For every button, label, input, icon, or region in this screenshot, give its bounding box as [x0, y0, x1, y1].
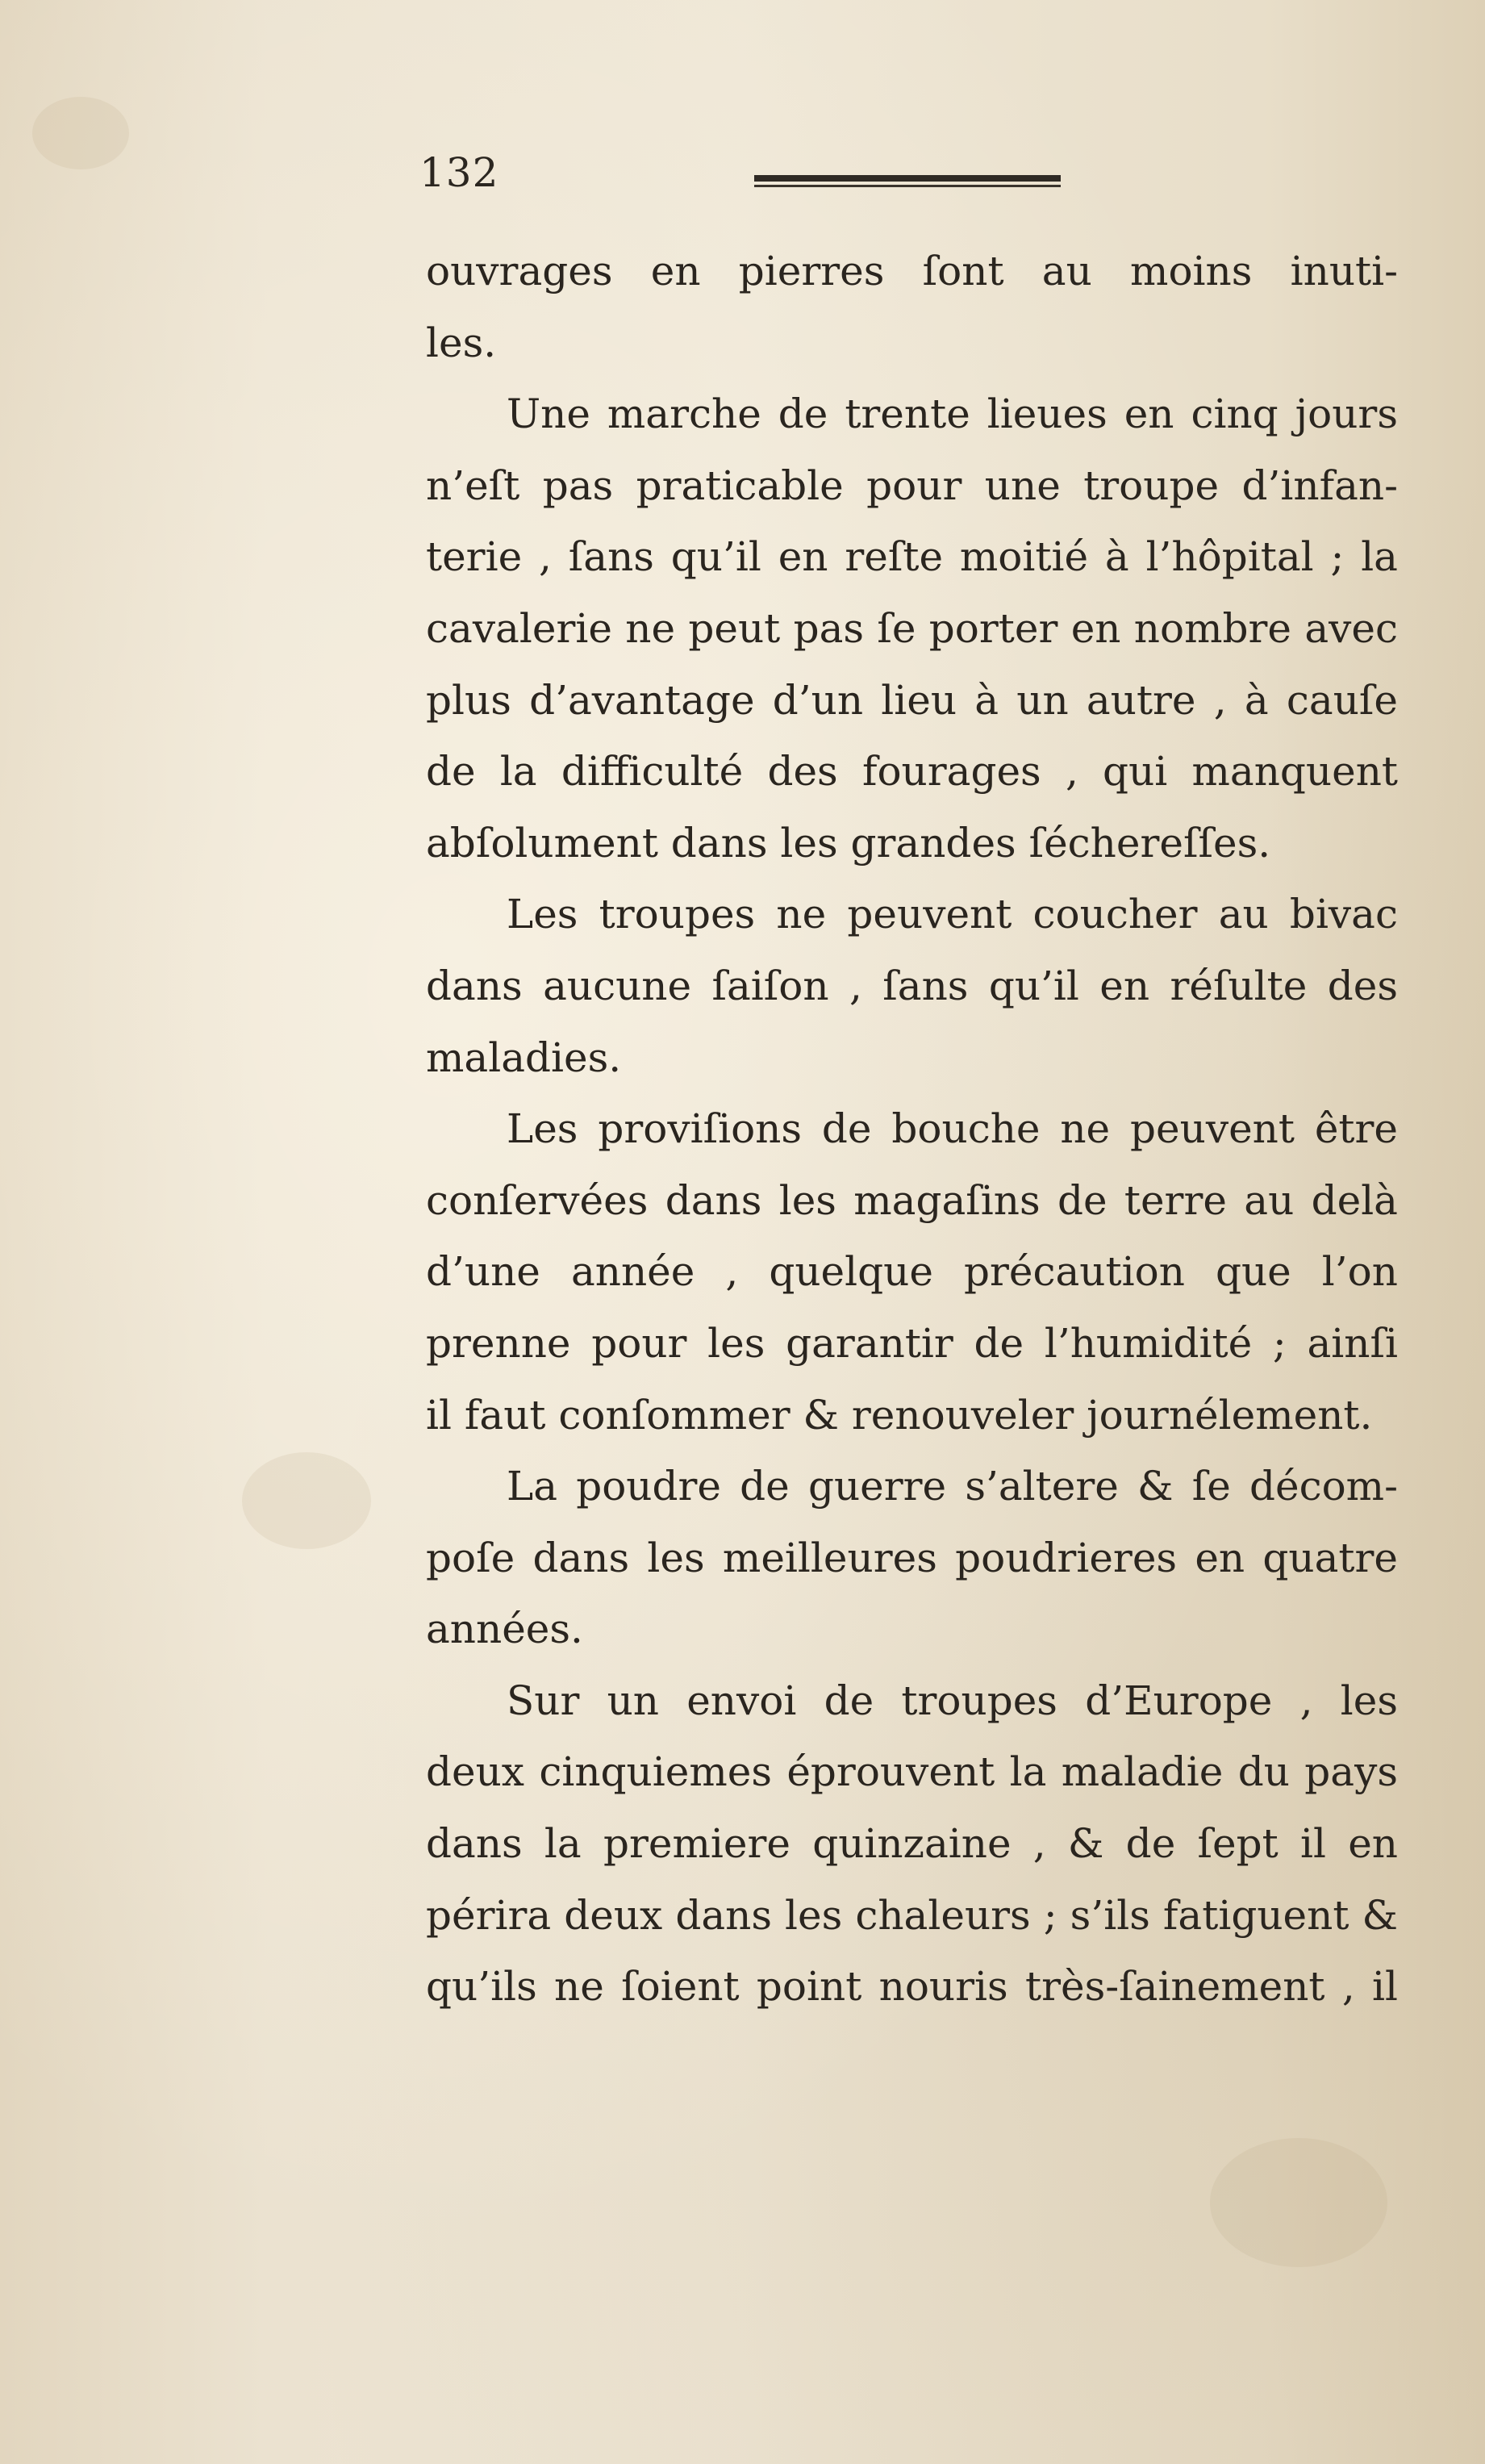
text-line: il faut conſommer & renouveler journélement. [426, 1391, 1373, 1439]
text-line: dans la premiere quinzaine , & de ſept il en [426, 1820, 1398, 1868]
text-line: d’une année , quelque précaution que l’on [426, 1248, 1398, 1296]
paper-stain [1210, 2138, 1387, 2267]
page-number: 132 [419, 149, 499, 196]
text-line: Les proviſions de bouche ne peuvent être [507, 1105, 1398, 1153]
text-line: périra deux dans les chaleurs ; s’ils fatiguent & [426, 1891, 1398, 1939]
text-line: qu’ils ne ſoient point nouris très-ſainement , il [426, 1963, 1398, 2011]
text-line: années. [426, 1606, 583, 1653]
text-line: dans aucune ſaiſon , ſans qu’il en réſulte des [426, 962, 1398, 1009]
text-line: les. [426, 319, 497, 366]
text-line: maladies. [426, 1034, 622, 1081]
text-line: conſervées dans les magaſins de terre au delà [426, 1176, 1398, 1224]
text-line: poſe dans les meilleures poudrieres en quatre [426, 1534, 1398, 1581]
text-line: Sur un envoi de troupes d’Europe , les [507, 1677, 1398, 1724]
text-line: La poudre de guerre s’altere & ſe décom- [507, 1463, 1398, 1510]
text-line: de la difficulté des fourages , qui manquent [426, 748, 1398, 796]
text-line: terie , ſans qu’il en reſte moitié à l’hôpital ; la [426, 533, 1398, 581]
text-line: cavalerie ne peut pas ſe porter en nombre avec [426, 604, 1398, 652]
paper-stain [242, 1452, 371, 1549]
text-line: abſolument dans les grandes ſéchereſſes. [426, 819, 1271, 867]
text-line: plus d’avantage d’un lieu à un autre , à cauſe [426, 676, 1398, 724]
text-line: ouvrages en pierres ſont au moins inuti- [426, 248, 1398, 294]
page-header [419, 149, 1049, 214]
text-line: prenne pour les garantir de l’humidité ; ainſi [426, 1319, 1398, 1367]
paper-stain [32, 97, 129, 169]
text-line: Une marche de trente lieues en cinq jours [507, 390, 1398, 438]
text-line: deux cinquiemes éprouvent la maladie du pays [426, 1748, 1398, 1796]
text-line: n’eſt pas praticable pour une troupe d’infan- [426, 461, 1398, 509]
text-line: Les troupes ne peuvent coucher au bivac [507, 891, 1398, 938]
header-double-rule [754, 175, 1061, 190]
body-text [426, 236, 1398, 2023]
